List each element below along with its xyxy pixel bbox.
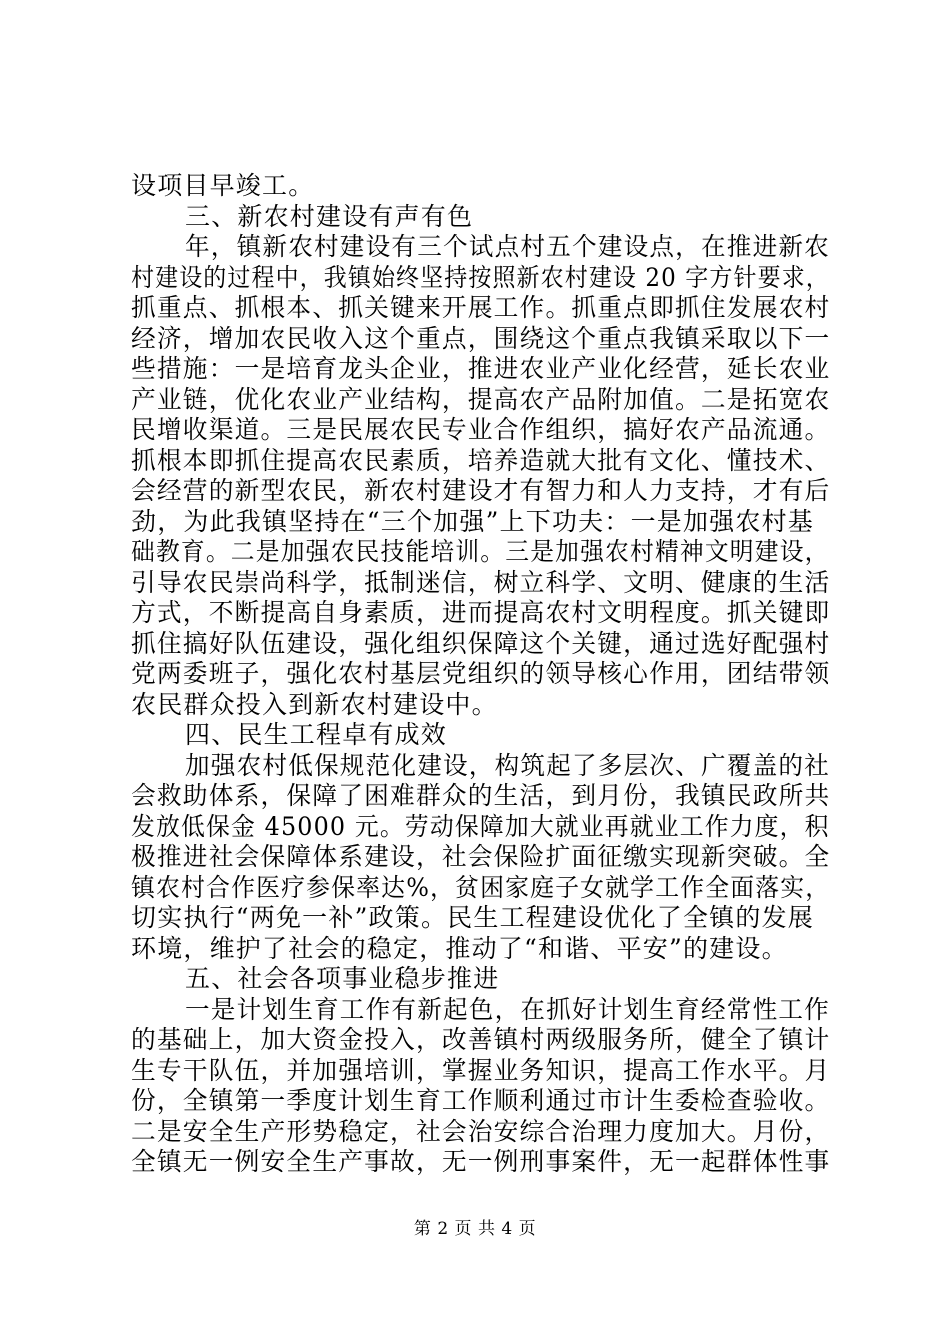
text-line: 的基础上，加大资金投入，改善镇村两级服务所，健全了镇计 (131, 1025, 831, 1054)
text-line: 设项目早竣工。 (131, 171, 315, 200)
text-line: 镇农村合作医疗参保率达%，贫困家庭子女就学工作全面落实， (131, 873, 831, 902)
text-line: 抓重点、抓根本、抓关键来开展工作。抓重点即抓住发展农村 (131, 293, 831, 322)
text-line: 一是计划生育工作有新起色，在抓好计划生育经常性工作 (185, 995, 830, 1024)
text-line: 抓住搞好队伍建设，强化组织保障这个关键，通过选好配强村 (131, 629, 831, 658)
text-line: 生专干队伍，并加强培训，掌握业务知识，提高工作水平。月 (131, 1056, 831, 1085)
text-line: 方式，不断提高自身素质，进而提高农村文明程度。抓关键即 (131, 598, 831, 627)
text-line: 些措施：一是培育龙头企业，推进农业产业化经营，延长农业 (131, 354, 831, 383)
text-line: 二是安全生产形势稳定，社会治安综合治理力度加大。月份， (131, 1117, 831, 1146)
section-heading-4: 四、民生工程卓有成效 (185, 720, 448, 749)
section-heading-5: 五、社会各项事业稳步推进 (185, 964, 500, 993)
text-line: 础教育。二是加强农民技能培训。三是加强农村精神文明建设， (131, 537, 830, 566)
text-line: 加强农村低保规范化建设，构筑起了多层次、广覆盖的社 (185, 751, 830, 780)
text-line: 民增收渠道。三是民展农民专业合作组织，搞好农产品流通。 (131, 415, 831, 444)
text-line: 切实执行“两免一补”政策。民生工程建设优化了全镇的发展 (131, 903, 814, 932)
text-line: 抓根本即抓住提高农民素质，培养造就大批有文化、懂技术、 (131, 446, 831, 475)
text-line: 会经营的新型农民，新农村建设才有智力和人力支持，才有后 (131, 476, 831, 505)
text-line: 引导农民崇尚科学，抵制迷信，树立科学、文明、健康的生活 (131, 568, 831, 597)
page-number-footer: 第 2 页 共 4 页 (413, 1219, 537, 1239)
text-line: 会救助体系，保障了困难群众的生活，到月份，我镇民政所共 (131, 781, 831, 810)
text-line: 劲，为此我镇坚持在“三个加强”上下功夫：一是加强农村基 (131, 507, 814, 536)
text-line: 份，全镇第一季度计划生育工作顺利通过市计生委检查验收。 (131, 1086, 831, 1115)
text-line: 发放低保金 45000 元。劳动保障加大就业再就业工作力度，积 (131, 812, 830, 841)
text-line: 产业链，优化农业产业结构，提高农产品附加值。二是拓宽农 (131, 385, 831, 414)
text-line: 村建设的过程中，我镇始终坚持按照新农村建设 20 字方针要求， (131, 263, 830, 292)
text-line: 党两委班子，强化农村基层党组织的领导核心作用，团结带领 (131, 659, 831, 688)
text-line: 全镇无一例安全生产事故，无一例刑事案件，无一起群体性事 (131, 1147, 831, 1176)
text-line: 经济，增加农民收入这个重点，围绕这个重点我镇采取以下一 (131, 324, 831, 353)
text-line: 极推进社会保障体系建设，社会保险扩面征缴实现新突破。全 (131, 842, 831, 871)
text-line: 环境，维护了社会的稳定，推动了“和谐、平安”的建设。 (131, 934, 788, 963)
text-line: 农民群众投入到新农村建设中。 (131, 690, 498, 719)
text-line: 年，镇新农村建设有三个试点村五个建设点，在推进新农 (185, 232, 830, 261)
section-heading-3: 三、新农村建设有声有色 (185, 202, 474, 231)
